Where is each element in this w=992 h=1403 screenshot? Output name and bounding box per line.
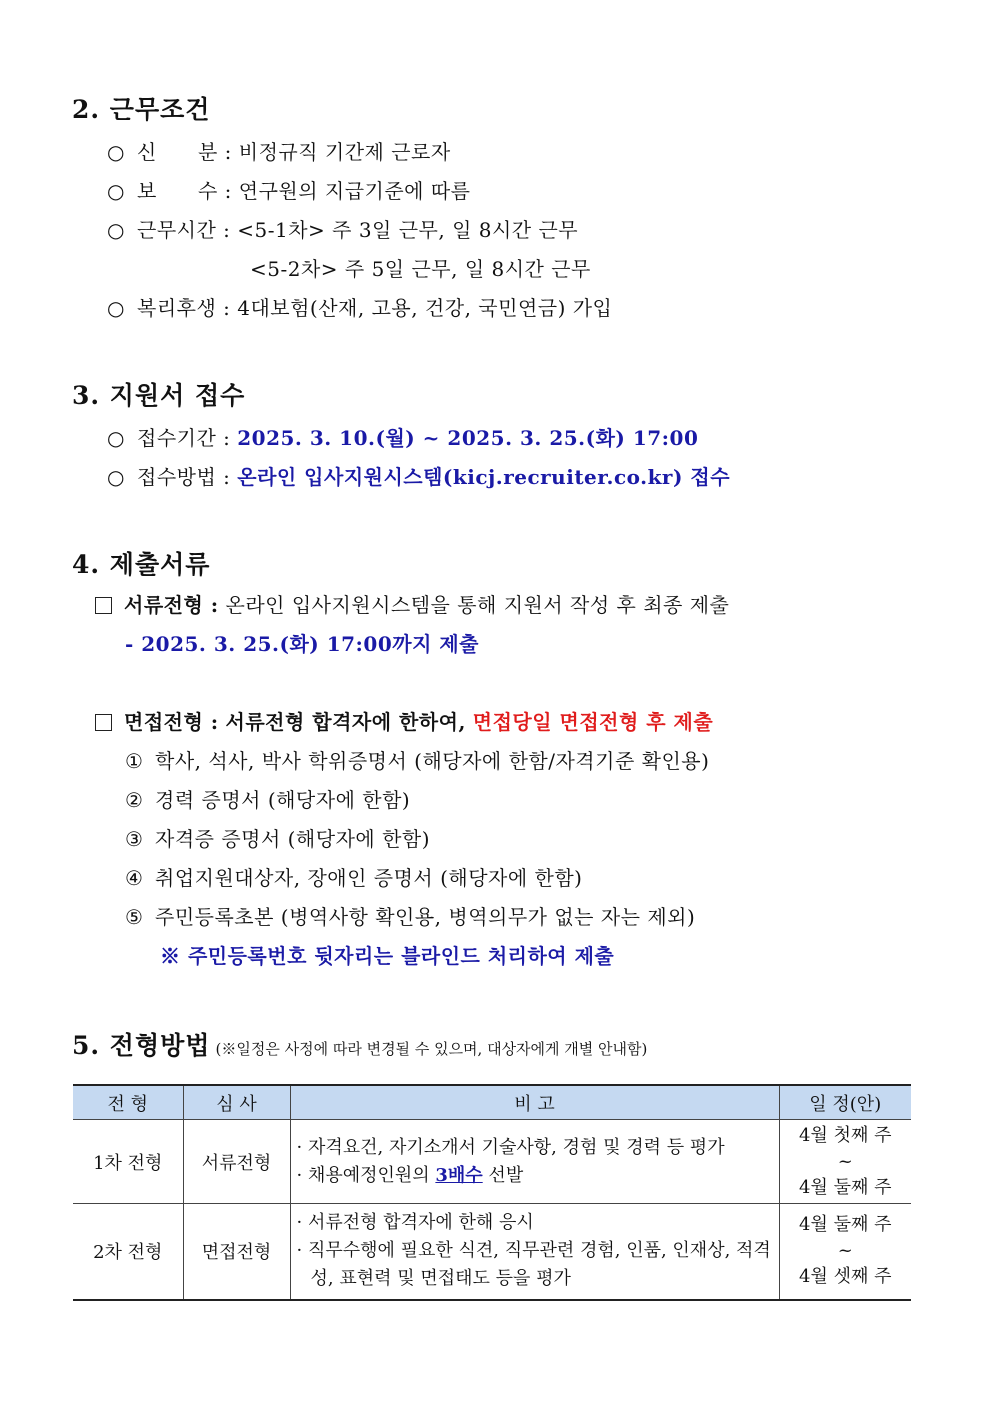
remark-text: 선발 xyxy=(482,1164,524,1186)
section-2-heading: 2. 근무조건 xyxy=(72,95,211,124)
schedule-end: 4월 셋째 주 xyxy=(799,1266,892,1288)
bullet: ○ xyxy=(107,218,125,242)
item-text: 자격증 증명서 (해당자에 한함) xyxy=(155,827,431,851)
condition-value: <5-2차> 주 5일 근무, 일 8시간 근무 xyxy=(250,257,591,281)
remark-text: · 채용예정인원의 xyxy=(296,1164,436,1186)
schedule-cell xyxy=(779,1120,911,1204)
doc-deadline: - 2025. 3. 25.(화) 17:00까지 제출 xyxy=(125,632,479,656)
remark-line: · 서류전형 합격자에 한해 응시 xyxy=(296,1212,534,1234)
section-5-note: (※일정은 사정에 따라 변경될 수 있으며, 대상자에게 개별 안내함) xyxy=(215,1040,648,1058)
bullet: ○ xyxy=(107,140,125,164)
interview-screening xyxy=(95,706,713,735)
schedule-cell xyxy=(779,1204,911,1300)
checkbox-square-icon xyxy=(95,714,112,731)
bullet: ○ xyxy=(107,465,125,489)
schedule-separator: ~ xyxy=(837,1240,853,1262)
remark-line: · 직무수행에 필요한 식견, 직무관련 경험, 인품, 인재상, 적격성, 표현력 및 면접태도 등을 평가 xyxy=(296,1240,771,1290)
condition-value: 비정규직 기간제 근로자 xyxy=(238,140,451,164)
condition-value: <5-1차> 주 3일 근무, 일 8시간 근무 xyxy=(237,218,579,242)
item-text: 주민등록초본 (병역사항 확인용, 병역의무가 없는 자는 제외) xyxy=(155,905,696,929)
schedule-start: 4월 둘째 주 xyxy=(799,1214,892,1236)
doc-item xyxy=(125,745,709,774)
condition-welfare xyxy=(107,292,612,321)
checkbox-square-icon xyxy=(95,597,112,614)
doc-title: 서류전형 : xyxy=(124,593,219,617)
table-row xyxy=(73,1120,911,1204)
stage-cell: 2차 전형 xyxy=(73,1204,183,1300)
doc-item xyxy=(125,901,695,930)
item-number: ④ xyxy=(125,866,144,890)
remark-line: · 자격요건, 자기소개서 기술사항, 경험 및 경력 등 평가 xyxy=(296,1136,725,1158)
condition-label: 보 수 : xyxy=(137,179,232,203)
section-5-header xyxy=(72,1026,647,1062)
header-stage: 전 형 xyxy=(73,1085,183,1120)
remarks-cell xyxy=(290,1120,779,1204)
bullet: ○ xyxy=(107,426,125,450)
remark-emphasis: 3배수 xyxy=(435,1164,483,1186)
itv-red: 면접당일 면접전형 후 제출 xyxy=(472,710,714,734)
review-cell: 서류전형 xyxy=(183,1120,290,1204)
condition-label: 근무시간 : xyxy=(137,218,231,242)
header-schedule: 일 정(안) xyxy=(779,1085,911,1120)
condition-value: 연구원의 지급기준에 따름 xyxy=(238,179,471,203)
bullet: ○ xyxy=(107,296,125,320)
condition-hours xyxy=(107,214,578,243)
method-value: 온라인 입사지원시스템(kicj.recruiter.co.kr) 접수 xyxy=(237,465,731,489)
itv-title: 면접전형 : xyxy=(124,710,219,734)
schedule-end: 4월 둘째 주 xyxy=(799,1176,892,1198)
section-3-heading: 3. 지원서 접수 xyxy=(72,381,246,410)
item-text: 경력 증명서 (해당자에 한함) xyxy=(155,788,411,812)
condition-pay xyxy=(107,175,471,204)
resident-number-note: ※ 주민등록번호 뒷자리는 블라인드 처리하여 제출 xyxy=(160,944,615,968)
period-value: 2025. 3. 10.(월) ~ 2025. 3. 25.(화) 17:00 xyxy=(237,426,699,450)
remark-line xyxy=(297,1162,773,1190)
item-number: ⑤ xyxy=(125,905,144,929)
item-number: ② xyxy=(125,788,144,812)
table-row xyxy=(73,1204,911,1300)
bullet: ○ xyxy=(107,179,125,203)
application-period xyxy=(107,422,698,451)
document-screening xyxy=(95,589,729,618)
item-text: 취업지원대상자, 장애인 증명서 (해당자에 한함) xyxy=(155,866,583,890)
item-text: 학사, 석사, 박사 학위증명서 (해당자에 한함/자격기준 확인용) xyxy=(155,749,710,773)
section-5-heading: 5. 전형방법 xyxy=(72,1031,211,1060)
condition-value: 4대보험(산재, 고용, 건강, 국민연금) 가입 xyxy=(237,296,613,320)
item-number: ① xyxy=(125,749,144,773)
condition-status xyxy=(107,136,451,165)
selection-table xyxy=(73,1084,911,1301)
condition-label: 복리후생 : xyxy=(137,296,231,320)
header-remarks: 비 고 xyxy=(290,1085,779,1120)
period-label: 접수기간 : xyxy=(137,426,231,450)
itv-text: 서류전형 합격자에 한하여, xyxy=(225,710,466,734)
remarks-cell xyxy=(290,1204,779,1300)
doc-item xyxy=(125,784,410,813)
condition-hours-2 xyxy=(250,253,591,282)
condition-label: 신 분 : xyxy=(137,140,232,164)
method-label: 접수방법 : xyxy=(137,465,231,489)
table-header-row xyxy=(73,1085,911,1120)
section-4-heading: 4. 제출서류 xyxy=(72,550,211,579)
doc-item xyxy=(125,823,430,852)
header-review: 심 사 xyxy=(183,1085,290,1120)
review-cell: 면접전형 xyxy=(183,1204,290,1300)
doc-text: 온라인 입사지원시스템을 통해 지원서 작성 후 최종 제출 xyxy=(225,593,730,617)
application-method xyxy=(107,461,730,490)
schedule-separator: ~ xyxy=(837,1150,853,1172)
doc-item xyxy=(125,862,582,891)
stage-cell: 1차 전형 xyxy=(73,1120,183,1204)
schedule-start: 4월 첫째 주 xyxy=(799,1124,892,1146)
item-number: ③ xyxy=(125,827,144,851)
